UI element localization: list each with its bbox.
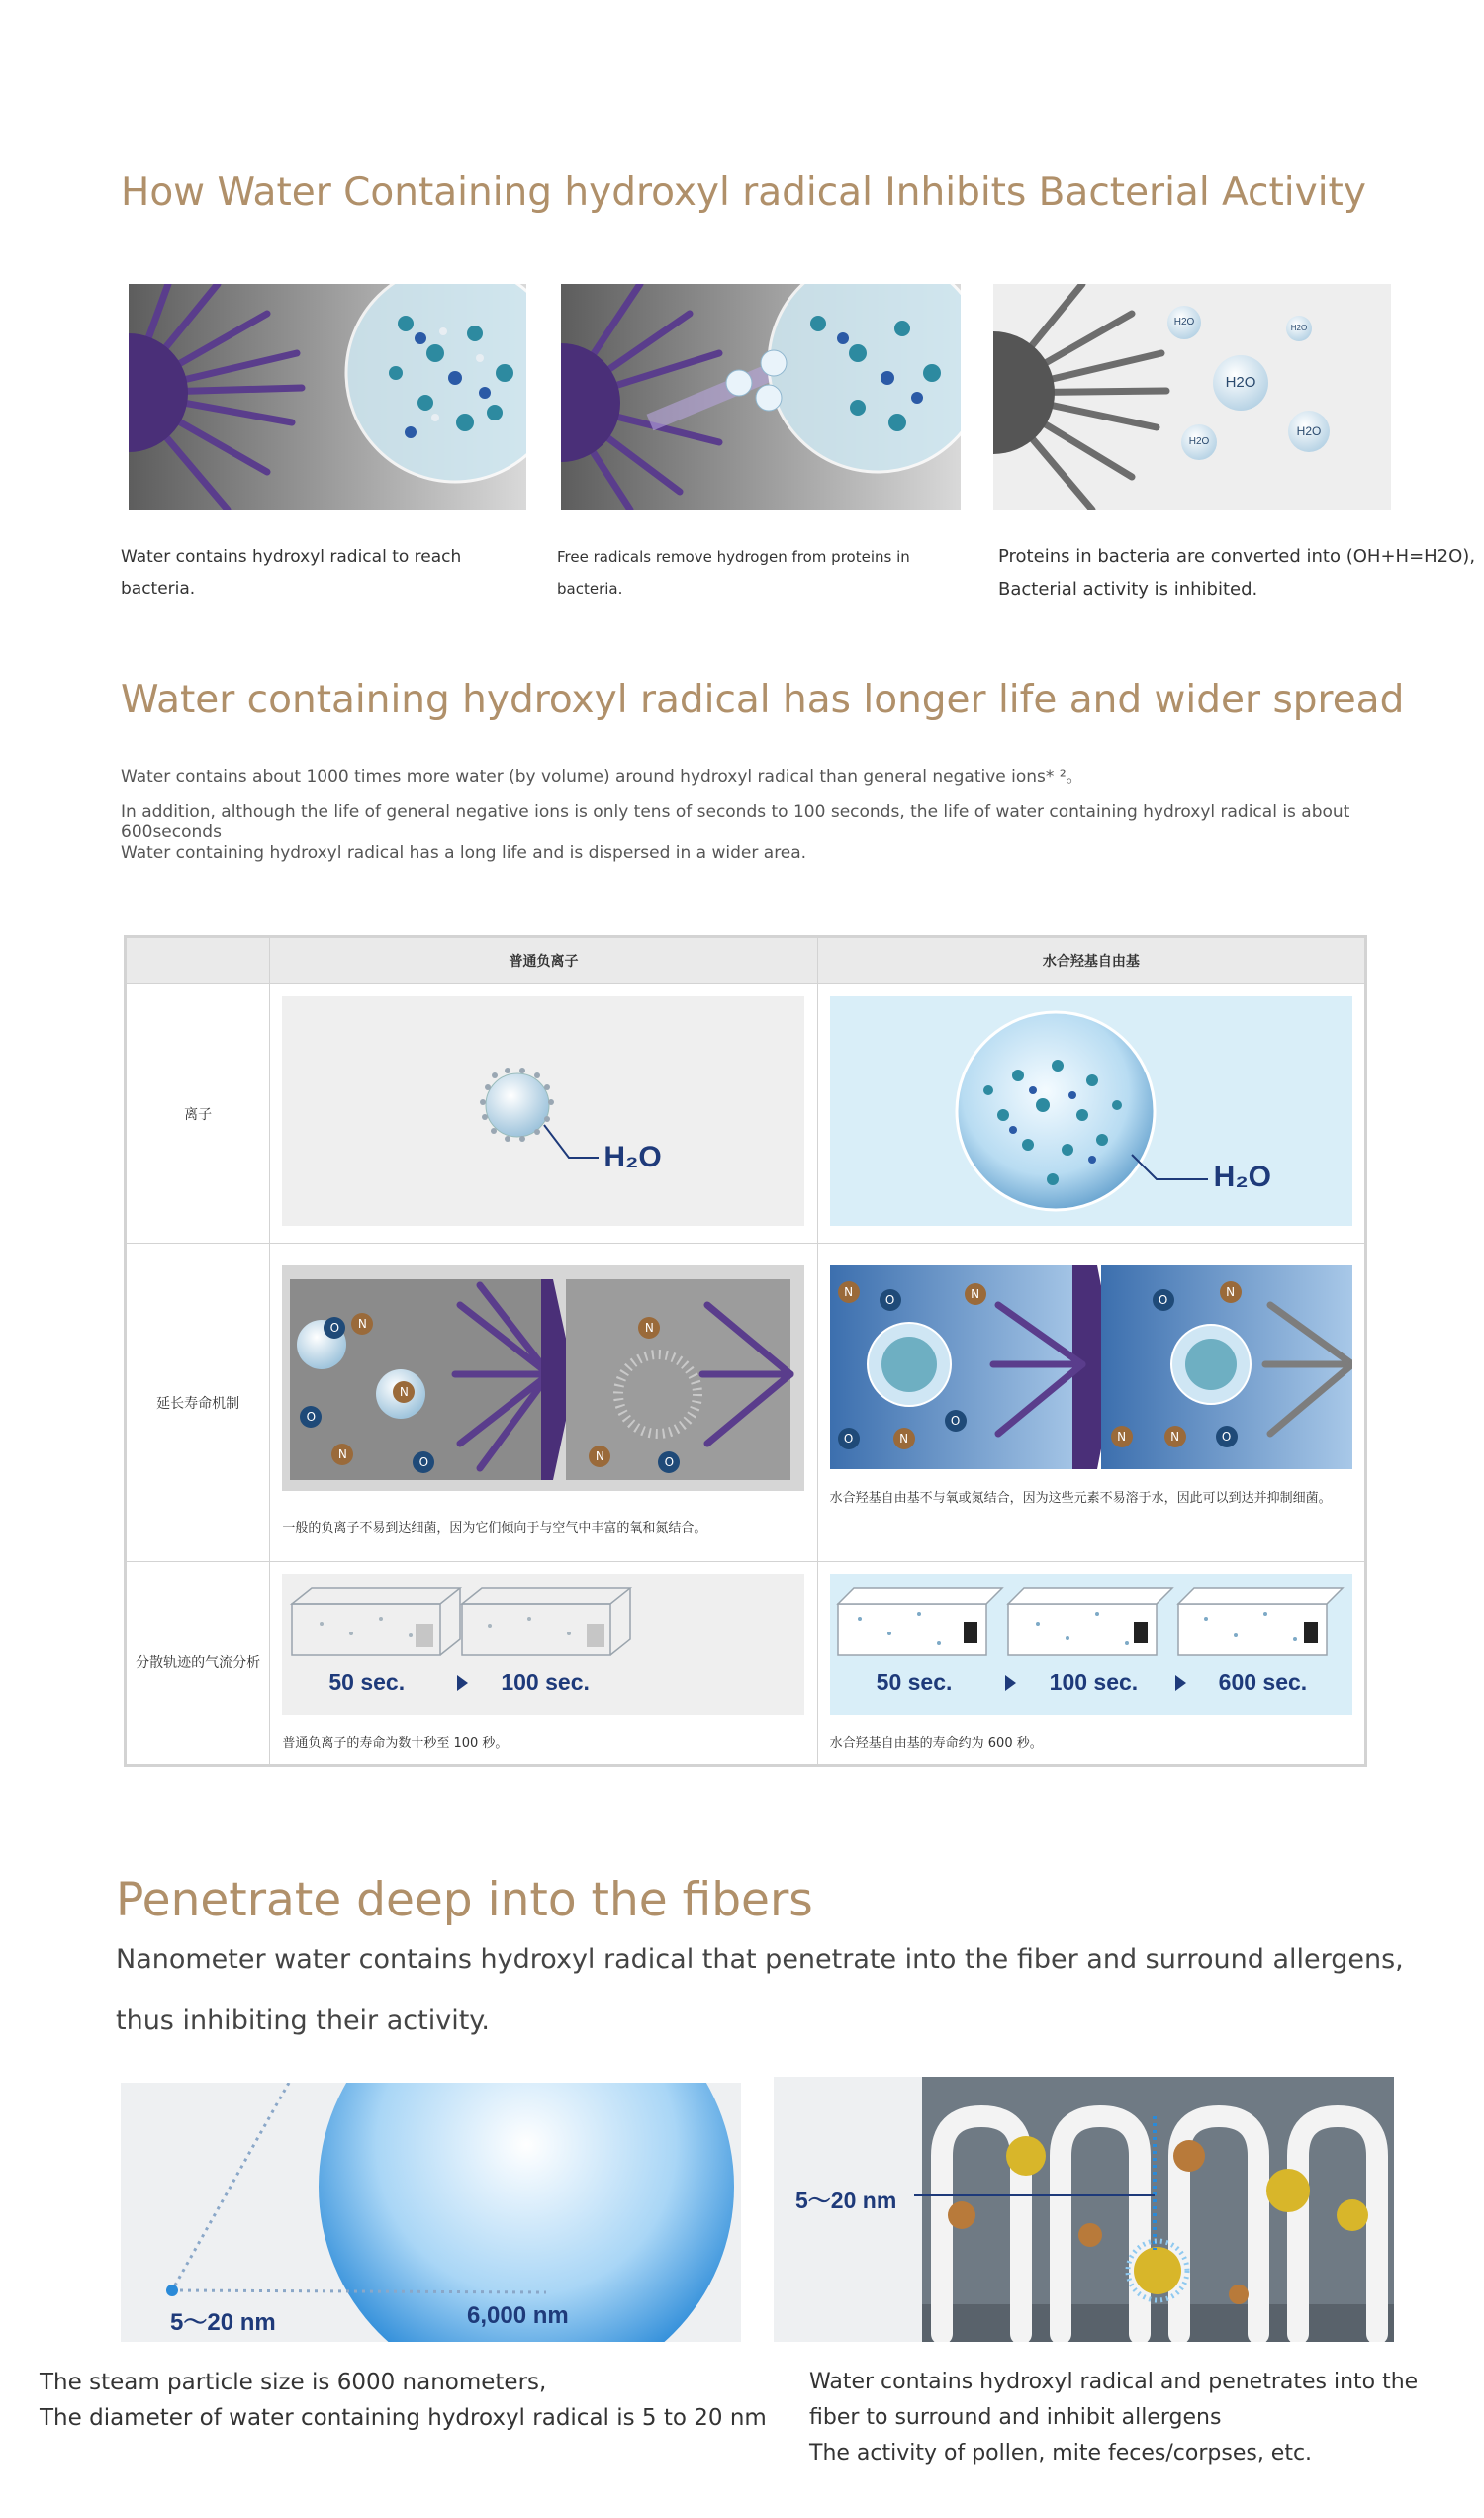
bacteria-image-2 [561,284,961,510]
section3-subtitle-2: thus inhibiting their activity. [116,2005,490,2036]
right-caption-line-3: The activity of pollen, mite feces/corpses, etc. [809,2441,1313,2466]
section3-title: Penetrate deep into the fibers [116,1873,813,1927]
h2o-label-left: H₂O [603,1141,662,1173]
section2-line-2: In addition, although the life of general negative ions is only tens of seconds to 100 seconds, the life of water containing hydroxyl radical is about 600seconds [121,802,1350,842]
mechanism-note-right: 水合羟基自由基不与氧或氮结合，因为这些元素不易溶于水，因此可以到达并抑制细菌。 [829,1491,1332,1506]
oxygen-ion: O [945,1410,967,1432]
h2o-label-right: H₂O [1213,1161,1271,1193]
h2o-bubble: H2O [1167,306,1201,339]
time-label: 50 sec. [876,1669,953,1695]
airflow-diagram-left [282,1574,804,1715]
section2-title: Water containing hydroxyl radical has longer life and wider spread [121,678,1405,722]
caption-3-line-2: Bacterial activity is inhibited. [998,579,1258,600]
nitrogen-ion: N [838,1281,860,1303]
section2-line-3: Water containing hydroxyl radical has a long life and is dispersed in a wider area. [121,843,807,863]
nitrogen-ion: N [965,1283,986,1305]
oxygen-ion: O [300,1406,322,1428]
left-caption [40,2365,767,2436]
caption-2: Free radicals remove hydrogen from proteins in bacteria. [557,548,910,598]
right-caption-line-2: fiber to surround and inhibit allergens [809,2405,1222,2430]
h2o-bubble: H2O [1288,411,1330,452]
size-label-small: 5～20 nm [170,2309,276,2336]
mechanism-note-left: 一般的负离子不易到达细菌，因为它们倾向于与空气中丰富的氧和氮结合。 [282,1521,707,1536]
cell-airflow-left [270,1562,817,1766]
bacteria-image-1 [129,284,526,510]
nitrogen-ion: N [638,1317,660,1339]
time-label: 50 sec. [328,1669,406,1695]
time-label: 600 sec. [1218,1669,1308,1695]
row-label-mechanism: 延长寿命机制 [126,1244,270,1562]
left-caption-line-1: The steam particle size is 6000 nanometers, [40,2370,547,2395]
col-header-hydroxyl: 水合羟基自由基 [817,937,1365,984]
fiber-image [774,2077,1394,2342]
table-corner-cell [126,937,270,984]
row-label-airflow: 分散轨迹的气流分析 [126,1562,270,1766]
ion-diagram-left [282,996,804,1226]
nitrogen-ion: N [1164,1426,1186,1447]
col-header-negative-ions: 普通负离子 [270,937,817,984]
h2o-bubble: H2O [1213,355,1268,411]
airflow-diagram-right [830,1574,1352,1715]
bacteria-image-3 [993,284,1391,510]
life-note-right: 水合羟基自由基的寿命约为 600 秒。 [829,1736,1043,1751]
h2o-bubble: H2O [1181,424,1217,460]
fiber-size-label: 5～20 nm [795,2188,897,2213]
caption-1: Water contains hydroxyl radical to reach bacteria. [121,547,462,599]
right-caption [809,2365,1418,2471]
life-note-left: 普通负离子的寿命为数十秒至 100 秒。 [282,1736,509,1751]
comparison-table [124,935,1367,1767]
oxygen-ion: O [880,1289,901,1311]
cell-ion-left [270,984,817,1244]
caption-3-line-1: Proteins in bacteria are converted into (OH+H=H2O), [998,546,1476,567]
oxygen-ion: O [658,1451,680,1473]
time-label: 100 sec. [501,1669,590,1695]
table-header-row [126,937,1366,984]
nitrogen-ion: N [589,1446,610,1467]
table-row [126,1562,1366,1766]
oxygen-ion: O [1153,1289,1174,1311]
cell-mechanism-right [817,1244,1365,1562]
oxygen-ion: O [324,1317,345,1339]
nitrogen-ion: N [1111,1426,1133,1447]
mechanism-diagram-right [830,1265,1352,1473]
h2o-bubble: H2O [1286,316,1312,341]
row-label-ion: 离子 [126,984,270,1244]
nitrogen-ion: N [351,1313,373,1335]
left-caption-line-2: The diameter of water containing hydroxyl radical is 5 to 20 nm [40,2405,767,2431]
table-row [126,984,1366,1244]
table-row [126,1244,1366,1562]
ion-diagram-right [830,996,1352,1226]
time-label: 100 sec. [1049,1669,1139,1695]
nitrogen-ion: N [331,1444,353,1465]
nitrogen-ion: N [893,1428,915,1449]
size-label-large: 6,000 nm [467,2302,569,2329]
right-caption-line-1: Water contains hydroxyl radical and penetrates into the [809,2370,1419,2394]
oxygen-ion: O [838,1428,860,1449]
section3-subtitle-1: Nanometer water contains hydroxyl radical that penetrate into the fiber and surround allergens, [116,1944,1404,1975]
oxygen-ion: O [413,1451,434,1473]
particle-size-image [121,2083,741,2342]
cell-airflow-right [817,1562,1365,1766]
section2-line-1: Water contains about 1000 times more water (by volume) around hydroxyl radical than general negative ions* ²。 [121,767,1083,787]
cell-mechanism-left [270,1244,817,1562]
section1-title: How Water Containing hydroxyl radical Inhibits Bacterial Activity [121,170,1366,215]
cell-ion-right [817,984,1365,1244]
nitrogen-ion: N [1220,1281,1242,1303]
oxygen-ion: O [1216,1426,1238,1447]
mechanism-diagram-left [282,1265,804,1491]
nitrogen-ion: N [393,1381,415,1403]
